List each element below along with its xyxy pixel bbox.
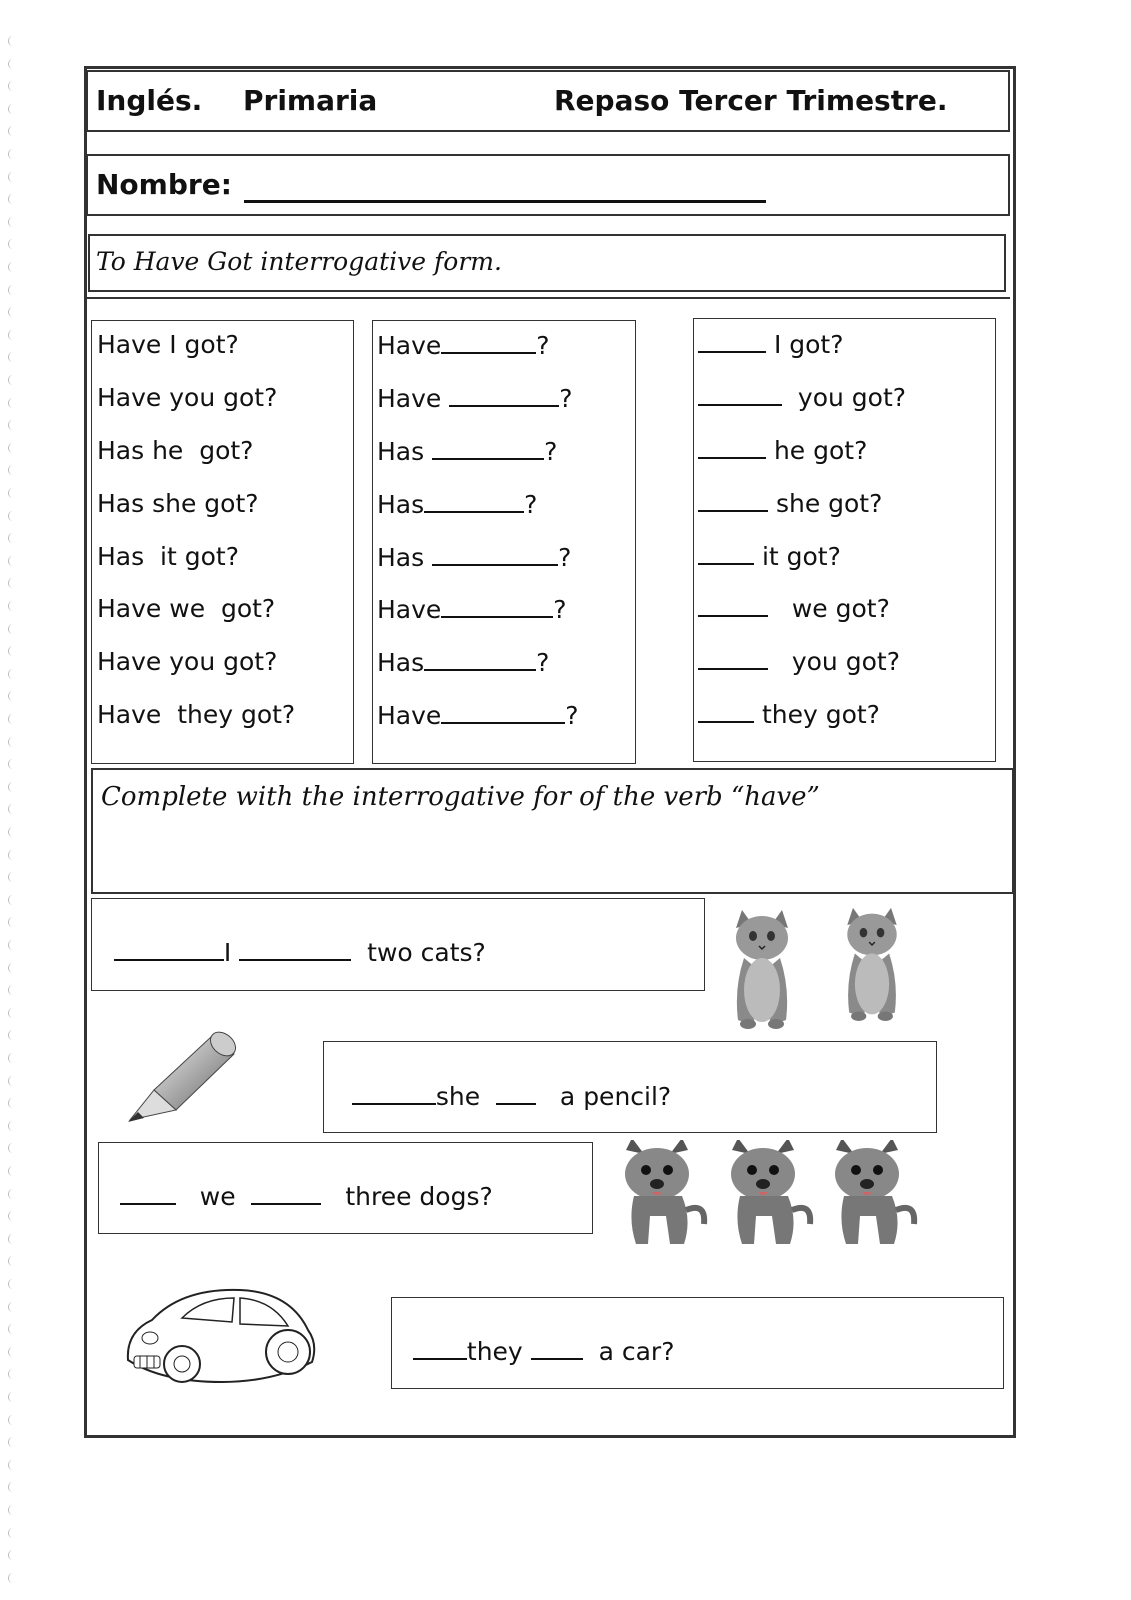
binder-hole	[8, 352, 17, 362]
binder-hole	[8, 1234, 17, 1244]
name-input-line[interactable]	[244, 200, 766, 203]
column1-row: Has he got?	[97, 436, 254, 465]
binder-hole	[8, 940, 17, 950]
column3-row: she got?	[698, 488, 882, 518]
binder-hole	[8, 737, 17, 747]
car-icon	[122, 1282, 322, 1394]
binder-hole	[8, 624, 17, 634]
kitten-icon	[726, 908, 798, 1030]
binder-hole	[8, 759, 17, 769]
binder-hole	[8, 1528, 17, 1538]
column2-row: Have ?	[377, 595, 567, 624]
answer-blank[interactable]	[449, 383, 559, 407]
answer-blank[interactable]	[698, 646, 768, 670]
answer-blank[interactable]	[441, 330, 536, 354]
binder-hole	[8, 556, 17, 566]
binder-hole	[8, 307, 17, 317]
binder-hole	[8, 601, 17, 611]
answer-blank[interactable]	[698, 488, 768, 512]
binder-hole	[8, 963, 17, 973]
exercise-dogs: we three dogs?	[104, 1152, 493, 1211]
column3-row: he got?	[698, 435, 867, 465]
column2-row: Have ?	[377, 331, 550, 360]
binder-hole	[8, 126, 17, 136]
binder-hole	[8, 172, 17, 182]
exercise-cats: I two cats?	[98, 908, 486, 967]
binder-hole	[8, 1392, 17, 1402]
review-title: Repaso Tercer Trimestre.	[554, 84, 948, 117]
column2-row: Has ?	[377, 543, 572, 572]
binder-hole	[8, 285, 17, 295]
binder-hole	[8, 194, 17, 204]
binder-hole	[8, 872, 17, 882]
binder-hole	[8, 578, 17, 588]
binder-hole	[8, 827, 17, 837]
column1-row: Has she got?	[97, 489, 259, 518]
binder-hole	[8, 1121, 17, 1131]
answer-blank[interactable]	[441, 700, 565, 724]
binder-hole	[8, 1482, 17, 1492]
answer-blank[interactable]	[424, 489, 524, 513]
binder-hole	[8, 104, 17, 114]
answer-blank[interactable]	[352, 1081, 436, 1105]
column3-row: you got?	[698, 382, 906, 412]
binder-hole	[8, 1279, 17, 1289]
binder-hole	[8, 1550, 17, 1560]
column2-row: Have ?	[377, 701, 579, 730]
level-label: Primaria	[243, 84, 378, 117]
column2-row: Has ?	[377, 648, 550, 677]
binder-hole	[8, 691, 17, 701]
column3-row: they got?	[698, 699, 880, 729]
binder-hole	[8, 714, 17, 724]
binder-hole	[8, 1030, 17, 1040]
binder-hole	[8, 1302, 17, 1312]
column1-row: Have you got?	[97, 383, 278, 412]
exercise-car: they a car?	[397, 1307, 674, 1366]
column2-row: Have ?	[377, 384, 573, 413]
column1-row: Have we got?	[97, 594, 276, 623]
binder-hole	[8, 262, 17, 272]
exercise-pencil: she a pencil?	[336, 1052, 671, 1111]
answer-blank[interactable]	[239, 937, 351, 961]
binder-hole	[8, 1053, 17, 1063]
binder-hole	[8, 398, 17, 408]
column1-row: Have you got?	[97, 647, 278, 676]
answer-blank[interactable]	[531, 1336, 583, 1360]
binder-hole	[8, 1437, 17, 1447]
answer-blank[interactable]	[413, 1336, 467, 1360]
dog-icon	[612, 1140, 708, 1248]
binder-hole	[8, 465, 17, 475]
dog-icon	[718, 1140, 814, 1248]
binder-hole	[8, 1415, 17, 1425]
column1-row: Have I got?	[97, 330, 239, 359]
binder-hole	[8, 782, 17, 792]
binder-hole	[8, 149, 17, 159]
column3-row: you got?	[698, 646, 900, 676]
binder-hole	[8, 1189, 17, 1199]
binder-hole	[8, 985, 17, 995]
binder-hole	[8, 804, 17, 814]
answer-blank[interactable]	[698, 382, 782, 406]
binder-hole	[8, 81, 17, 91]
section2-title: Complete with the interrogative for of the verb “have”	[101, 782, 820, 812]
answer-blank[interactable]	[698, 699, 754, 723]
binder-hole	[8, 1076, 17, 1086]
binder-hole	[8, 669, 17, 679]
column2-row: Has ?	[377, 437, 558, 466]
binder-hole	[8, 917, 17, 927]
binder-hole	[8, 895, 17, 905]
binder-hole	[8, 511, 17, 521]
column3-row: we got?	[698, 593, 890, 623]
binder-hole	[8, 488, 17, 498]
answer-blank[interactable]	[698, 593, 768, 617]
subject-label: Inglés.	[96, 84, 203, 117]
binder-hole	[8, 59, 17, 69]
answer-blank[interactable]	[698, 329, 766, 353]
section1-divider	[86, 297, 1010, 299]
binder-hole	[8, 330, 17, 340]
dog-icon	[822, 1140, 918, 1248]
binder-hole	[8, 1143, 17, 1153]
binder-margin	[8, 0, 28, 1600]
binder-hole	[8, 1008, 17, 1018]
binder-hole	[8, 1460, 17, 1470]
binder-hole	[8, 1505, 17, 1515]
binder-hole	[8, 420, 17, 430]
answer-blank[interactable]	[120, 1181, 176, 1205]
binder-hole	[8, 1573, 17, 1583]
column1-row: Has it got?	[97, 542, 239, 571]
binder-hole	[8, 1211, 17, 1221]
answer-blank[interactable]	[251, 1181, 321, 1205]
binder-hole	[8, 1324, 17, 1334]
section1-title: To Have Got interrogative form.	[96, 247, 502, 276]
column2-row: Has ?	[377, 490, 538, 519]
answer-blank[interactable]	[114, 937, 224, 961]
binder-hole	[8, 239, 17, 249]
binder-hole	[8, 375, 17, 385]
answer-blank[interactable]	[432, 542, 558, 566]
pencil-icon	[124, 1024, 242, 1122]
binder-hole	[8, 1166, 17, 1176]
binder-hole	[8, 1098, 17, 1108]
answer-blank[interactable]	[698, 435, 766, 459]
binder-hole	[8, 1347, 17, 1357]
binder-hole	[8, 850, 17, 860]
answer-blank[interactable]	[496, 1081, 536, 1105]
binder-hole	[8, 1256, 17, 1266]
column3-row: it got?	[698, 541, 841, 571]
answer-blank[interactable]	[441, 594, 553, 618]
binder-hole	[8, 646, 17, 656]
binder-hole	[8, 443, 17, 453]
answer-blank[interactable]	[424, 647, 536, 671]
answer-blank[interactable]	[698, 541, 754, 565]
binder-hole	[8, 217, 17, 227]
name-label: Nombre:	[96, 168, 232, 201]
answer-blank[interactable]	[432, 436, 544, 460]
column1-row: Have they got?	[97, 700, 296, 729]
column3-row: I got?	[698, 329, 844, 359]
kitten-icon	[836, 906, 908, 1022]
binder-hole	[8, 36, 17, 46]
binder-hole	[8, 533, 17, 543]
binder-hole	[8, 1369, 17, 1379]
